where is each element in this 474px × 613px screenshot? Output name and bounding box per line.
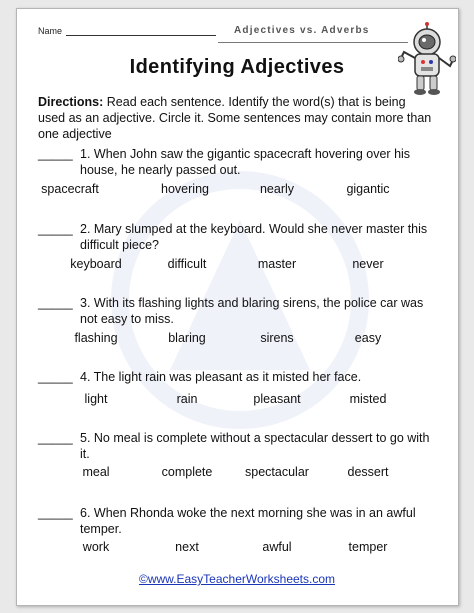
question-text: 5. No meal is complete without a spectacular dessert to go with it.: [80, 431, 430, 461]
option-word[interactable]: sirens: [260, 331, 294, 345]
question-text: 3. With its flashing lights and blaring sirens, the police car was not easy to miss.: [80, 296, 424, 326]
option-word[interactable]: next: [175, 540, 199, 554]
option-word[interactable]: awful: [262, 540, 292, 554]
option-word[interactable]: work: [82, 540, 110, 554]
directions: [38, 94, 433, 142]
option-word[interactable]: easy: [354, 331, 382, 345]
options-row-6: [30, 540, 430, 556]
name-label: Name: [38, 26, 63, 36]
option-word[interactable]: nearly: [259, 182, 295, 196]
page-title: Identifying Adjectives: [129, 56, 345, 78]
answer-blank[interactable]: _____: [38, 431, 73, 445]
directions-label: Directions:: [38, 95, 104, 109]
options-row-3: [30, 331, 430, 347]
option-word[interactable]: light: [84, 392, 108, 406]
topic-heading: Adjectives vs. Adverbs: [234, 25, 370, 36]
answer-blank[interactable]: _____: [38, 222, 73, 236]
option-word[interactable]: meal: [82, 465, 110, 479]
directions-text: Read each sentence. Identify the word(s) that is being used as an adjective. Circle it. Some sentences may contain more than one adjective: [38, 95, 432, 141]
answer-blank[interactable]: _____: [38, 296, 73, 310]
header-row: [38, 26, 378, 40]
topic-underline: [218, 42, 408, 43]
question-text: 2. Mary slumped at the keyboard. Would she never master this difficult piece?: [80, 222, 428, 252]
option-word[interactable]: gigantic: [346, 182, 390, 196]
option-word[interactable]: dessert: [347, 465, 389, 479]
options-row-4: [30, 392, 430, 408]
options-row-2: [30, 257, 430, 273]
option-word[interactable]: temper: [348, 540, 388, 554]
name-line: [66, 35, 216, 36]
option-word[interactable]: hovering: [161, 182, 209, 196]
answer-blank[interactable]: _____: [38, 506, 73, 520]
option-word[interactable]: pleasant: [253, 392, 301, 406]
option-word[interactable]: never: [352, 257, 384, 271]
option-word[interactable]: keyboard: [70, 257, 122, 271]
question-text: 6. When Rhonda woke the next morning she was in an awful temper.: [80, 506, 416, 536]
option-word[interactable]: misted: [349, 392, 387, 406]
option-word[interactable]: difficult: [167, 257, 207, 271]
answer-blank[interactable]: _____: [38, 147, 73, 161]
option-word[interactable]: spectacular: [245, 465, 309, 479]
option-word[interactable]: rain: [176, 392, 198, 406]
question-text: 4. The light rain was pleasant as it misted her face.: [80, 370, 362, 384]
option-word[interactable]: complete: [161, 465, 213, 479]
option-word[interactable]: flashing: [74, 331, 118, 345]
question-text: 1. When John saw the gigantic spacecraft hovering over his house, he nearly passed out.: [80, 147, 411, 177]
answer-blank[interactable]: _____: [38, 370, 73, 384]
option-word[interactable]: master: [257, 257, 297, 271]
options-row-5: [30, 465, 430, 481]
footer-link[interactable]: ©www.EasyTeacherWorksheets.com: [138, 572, 336, 586]
option-word[interactable]: blaring: [168, 331, 206, 345]
options-row-1: [30, 182, 430, 198]
option-word[interactable]: spacecraft: [41, 182, 99, 196]
